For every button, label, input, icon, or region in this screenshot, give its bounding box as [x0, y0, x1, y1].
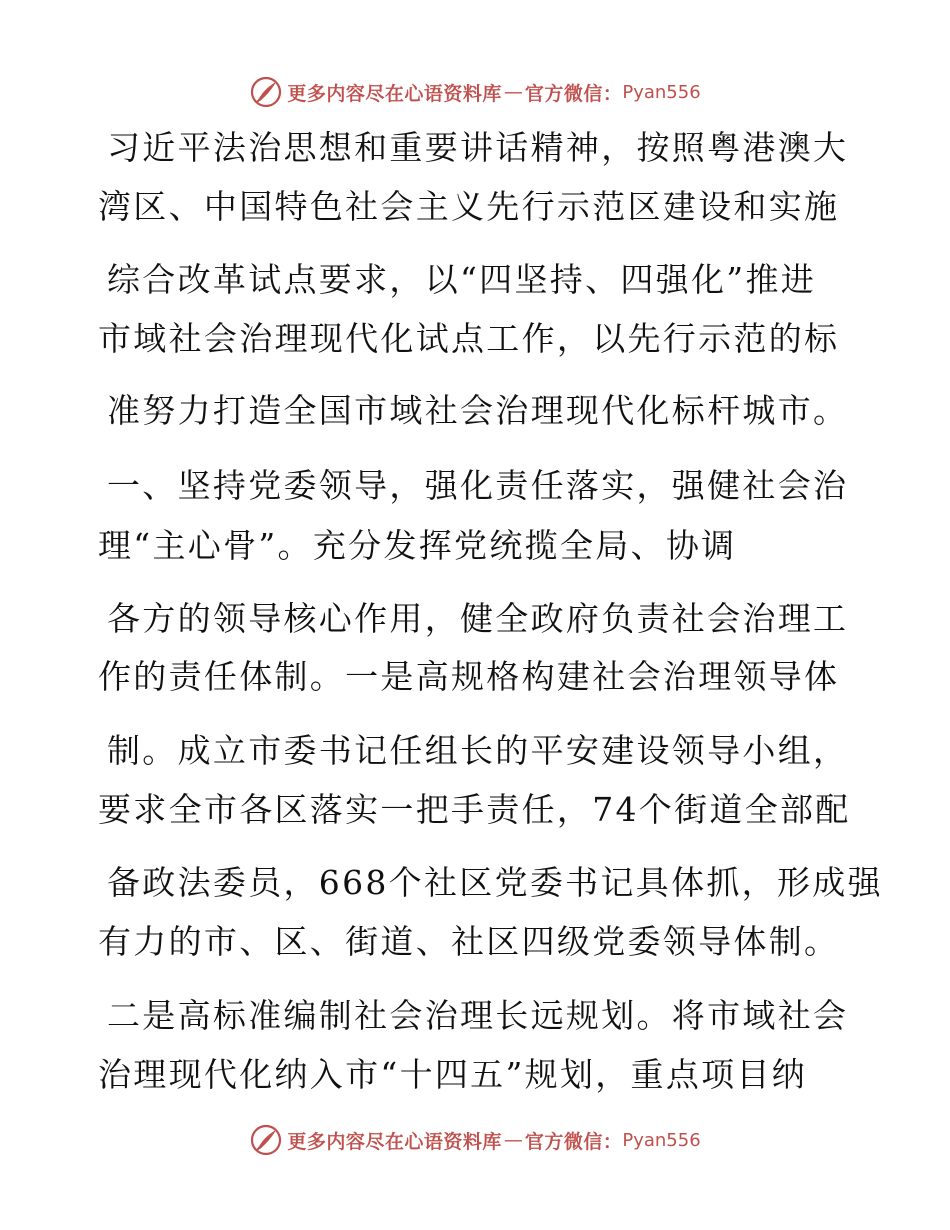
text-line: 治理现代化纳入市“十四五”规划，重点项目纳: [98, 1055, 808, 1094]
text-line: 制。成立市委书记任组长的平安建设领导小组，: [107, 731, 849, 770]
watermark-account-id: Pyan556: [622, 81, 701, 103]
text-line: 要求全市各区落实一把手责任，74个街道全部配: [98, 790, 851, 829]
text-line: 作的责任体制。一是高规格构建社会治理领导体: [98, 657, 840, 696]
text-line: 备政法委员，668个社区党委书记具体抓，形成强: [107, 863, 883, 902]
text-line: 理“主心骨”。充分发挥党统揽全局、协调: [98, 526, 737, 565]
watermark-brand: 更多内容尽在心语资料库: [287, 82, 502, 105]
text-line: 有力的市、区、街道、社区四级党委领导体制。: [98, 922, 840, 961]
quill-pen-circle-icon: [249, 1123, 283, 1157]
text-line: 一、坚持党委领导，强化责任落实，强健社会治: [107, 466, 849, 505]
text-line: 习近平法治思想和重要讲话精神，按照粤港澳大: [107, 128, 849, 167]
text-line: 湾区、中国特色社会主义先行示范区建设和实施: [98, 187, 840, 226]
text-line: 市域社会治理现代化试点工作，以先行示范的标: [98, 319, 840, 358]
text-line: 准努力打造全国市域社会治理现代化标杆城市。: [107, 391, 849, 430]
watermark-account-id: Pyan556: [622, 1129, 701, 1151]
text-line: 综合改革试点要求，以“四坚持、四强化”推进: [107, 260, 817, 299]
text-line: 各方的领导核心作用，健全政府负责社会治理工: [107, 599, 849, 638]
watermark-brand: 更多内容尽在心语资料库: [287, 1130, 502, 1153]
watermark-account-label: 官方微信：: [524, 1130, 623, 1153]
watermark-separator: —: [503, 81, 523, 103]
footer-watermark: [0, 1118, 950, 1162]
watermark-account-label: 官方微信：: [524, 82, 623, 105]
watermark-separator: —: [503, 1129, 523, 1151]
text-line: 二是高标准编制社会治理长远规划。将市域社会: [107, 996, 849, 1035]
